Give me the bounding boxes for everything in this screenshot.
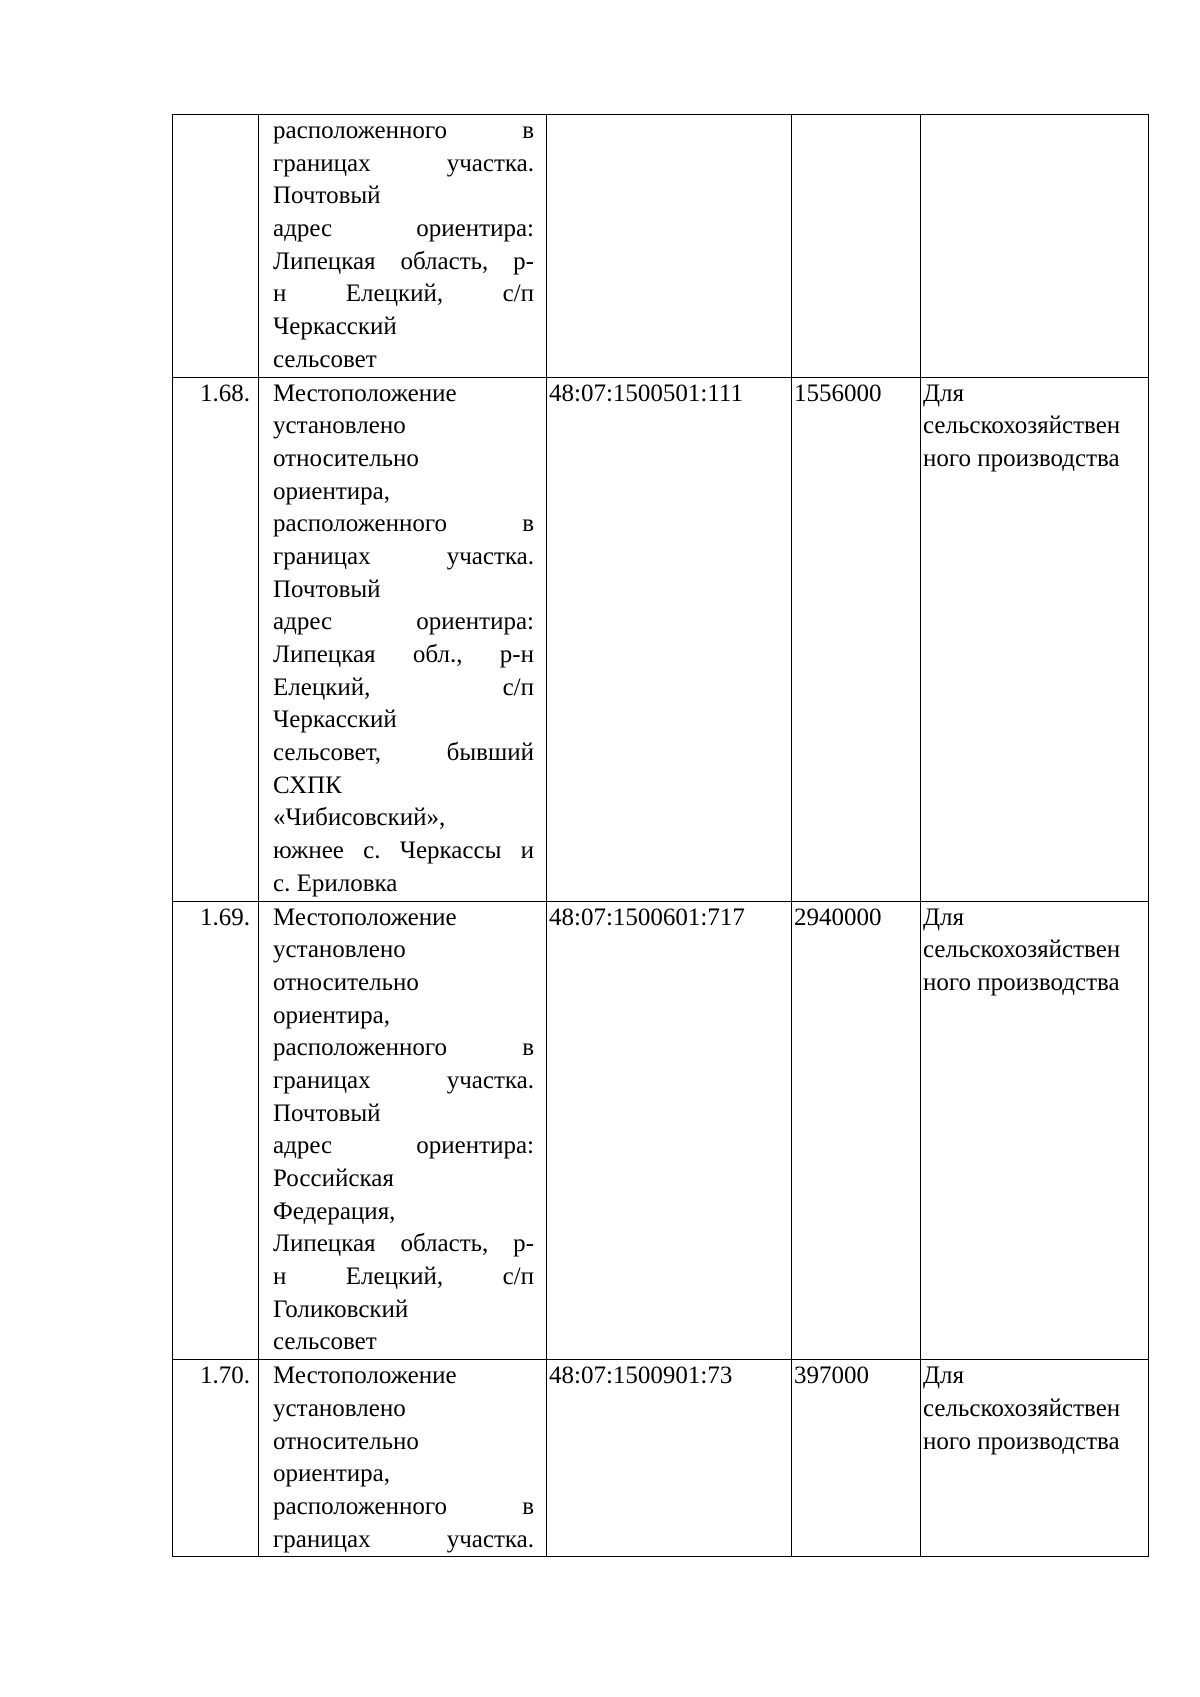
location-text-line: н Елецкий, с/п bbox=[273, 280, 534, 308]
location-text-line: н Елецкий, с/п bbox=[273, 1263, 534, 1291]
cadastral-number-cell: 48:07:1500601:717 bbox=[547, 901, 792, 1360]
permitted-use-text-line: сельскохозяйствен bbox=[923, 1394, 1121, 1422]
table-row bbox=[173, 115, 1149, 378]
cadastral-number-cell bbox=[547, 115, 792, 378]
permitted-use-text-line: ного производства bbox=[923, 444, 1120, 472]
location-text-line: установлено bbox=[273, 1394, 406, 1422]
location-text-line: Местоположение bbox=[273, 903, 457, 931]
location-text-line: Елецкий, с/п bbox=[273, 673, 534, 701]
location-text-line: установлено bbox=[273, 412, 406, 440]
location-text-line: Черкасский bbox=[273, 706, 397, 734]
permitted-use-cell bbox=[921, 1360, 1149, 1557]
table-row bbox=[173, 901, 1149, 1360]
area-cell: 1556000 bbox=[792, 377, 921, 901]
location-text-line: Липецкая область, р- bbox=[273, 247, 534, 275]
location-text-line: с. Ериловка bbox=[273, 869, 398, 897]
location-text-line: границах участка. bbox=[273, 149, 534, 177]
location-text-line: Голиковский bbox=[273, 1295, 409, 1323]
location-text-line: Российская bbox=[273, 1165, 394, 1192]
location-text-line: адрес ориентира: bbox=[273, 215, 534, 243]
location-text-line: границах участка. bbox=[273, 1525, 534, 1553]
permitted-use-text-line: Для bbox=[923, 1362, 965, 1390]
location-text-line: Почтовый bbox=[273, 182, 381, 210]
row-number-cell: 1.70. bbox=[173, 1360, 259, 1557]
location-text-line: Черкасский bbox=[273, 313, 397, 341]
location-text-line: сельсовет bbox=[273, 345, 377, 373]
location-text-line: расположенного в bbox=[273, 117, 534, 144]
location-text-line: Федерация, bbox=[273, 1197, 396, 1225]
location-text-line: ориентира, bbox=[273, 477, 391, 505]
location-text-line: адрес ориентира: bbox=[273, 1132, 534, 1160]
location-text-line: установлено bbox=[273, 936, 406, 964]
permitted-use-text-line: сельскохозяйствен bbox=[923, 936, 1121, 964]
row-number-cell bbox=[173, 115, 259, 378]
table-body bbox=[173, 115, 1149, 1557]
location-text-line: СХПК bbox=[273, 771, 342, 799]
location-cell bbox=[259, 115, 547, 378]
location-cell bbox=[259, 377, 547, 901]
location-text-line: Почтовый bbox=[273, 1099, 381, 1127]
location-text-line: адрес ориентира: bbox=[273, 608, 534, 636]
permitted-use-text-line: сельскохозяйствен bbox=[923, 412, 1121, 440]
location-text-line: расположенного в bbox=[273, 1492, 534, 1520]
location-text-line: относительно bbox=[273, 1427, 419, 1455]
location-text-line: относительно bbox=[273, 968, 419, 996]
location-text-line: относительно bbox=[273, 444, 419, 472]
land-plots-table bbox=[172, 114, 1149, 1557]
area-cell: 2940000 bbox=[792, 901, 921, 1360]
location-text-line: южнее с. Черкассы и bbox=[273, 837, 534, 865]
table-row bbox=[173, 1360, 1149, 1557]
location-text-line: границах участка. bbox=[273, 542, 534, 570]
location-text-line: Местоположение bbox=[273, 379, 457, 407]
permitted-use-cell bbox=[921, 115, 1149, 378]
location-text-line: Местоположение bbox=[273, 1362, 457, 1390]
permitted-use-text-line: Для bbox=[923, 379, 965, 407]
permitted-use-cell bbox=[921, 901, 1149, 1360]
cadastral-number-cell: 48:07:1500901:73 bbox=[547, 1360, 792, 1557]
location-text-line: границах участка. bbox=[273, 1066, 534, 1094]
area-cell bbox=[792, 115, 921, 378]
table-row bbox=[173, 377, 1149, 901]
location-text-line: расположенного в bbox=[273, 1034, 534, 1062]
row-number-cell: 1.69. bbox=[173, 901, 259, 1360]
permitted-use-text-line: Для bbox=[923, 903, 965, 931]
row-number-cell: 1.68. bbox=[173, 377, 259, 901]
cadastral-number-cell: 48:07:1500501:111 bbox=[547, 377, 792, 901]
permitted-use-cell bbox=[921, 377, 1149, 901]
location-text-line: Липецкая обл., р-н bbox=[273, 641, 534, 668]
permitted-use-text-line: ного производства bbox=[923, 968, 1120, 996]
area-cell: 397000 bbox=[792, 1360, 921, 1557]
location-text-line: Липецкая область, р- bbox=[273, 1230, 534, 1258]
location-text-line: сельсовет, бывший bbox=[273, 739, 534, 767]
location-text-line: ориентира, bbox=[273, 1460, 391, 1488]
location-text-line: расположенного в bbox=[273, 510, 534, 538]
location-cell bbox=[259, 1360, 547, 1557]
location-text-line: Почтовый bbox=[273, 575, 381, 603]
location-cell bbox=[259, 901, 547, 1360]
location-text-line: сельсовет bbox=[273, 1328, 377, 1356]
location-text-line: ориентира, bbox=[273, 1001, 391, 1029]
location-text-line: «Чибисовский», bbox=[273, 804, 446, 832]
permitted-use-text-line: ного производства bbox=[923, 1427, 1120, 1455]
